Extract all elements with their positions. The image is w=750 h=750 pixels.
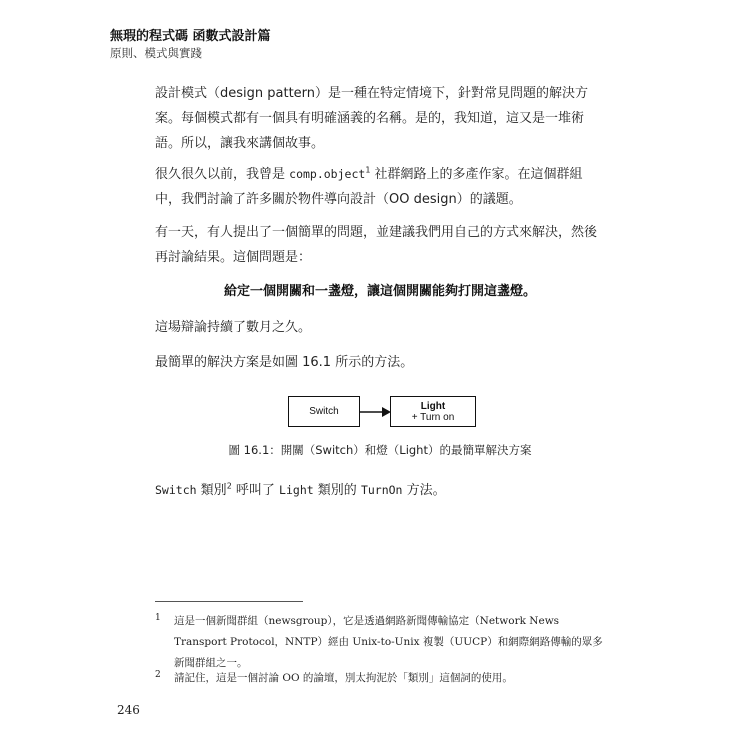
footnote-divider [155,601,303,602]
footnote-ref: 1 [365,165,371,175]
page-number: 246 [117,703,140,717]
light-class-label: Light [420,400,446,412]
paragraph-simplest: 最簡單的解決方案是如圖 16.1 所示的方法。 [155,355,414,370]
footnote-text: 這是一個新聞群組（newsgroup），它是透過網路新聞傳輸協定（Network News Transport Protocol，NNTP）經由 Unix-to-Unix 複製（UUCP）和網際網路傳輸的眾多新聞群組之一。 [174,615,603,669]
code-inline: Light [279,483,314,497]
paragraph-text: 呼叫了 [231,483,280,498]
paragraph-design-pattern: 設計模式（design pattern）是一種在特定情境下，針對常見問題的解決方案。每個模式都有一個具有明確涵義的名稱。是的，我知道，這又是一堆術語。所以，讓我來講個故事。 [155,86,589,151]
paragraph-problem: 有一天，有人提出了一個簡單的問題，並建議我們用自己的方式來解決，然後再討論結果。這個問題是： [155,225,598,265]
running-header [110,28,271,61]
paragraph-debate: 這場辯論持續了數月之久。 [155,320,312,335]
paragraph-text: 很久很久以前，我曾是 [155,167,290,182]
footnote-number: 2 [155,670,161,680]
footnote-number: 1 [155,613,161,623]
switch-class-box [288,396,360,427]
problem-statement: 給定一個開關和一盞燈，讓這個開關能夠打開這盞燈。 [223,284,536,299]
paragraph-text: 類別 [196,483,227,498]
book-subtitle: 原則、模式與實踐 [110,46,202,60]
figure-caption: 圖 16.1：開關（Switch）和燈（Light）的最簡單解決方案 [228,443,532,457]
paragraph-switch-calls-light [155,478,605,503]
light-class-box [390,396,476,427]
book-title: 無瑕的程式碼 函數式設計篇 [110,29,271,44]
footnote-ref: 2 [226,481,232,491]
paragraph-text: 類別的 [313,483,361,498]
arrow-icon [360,404,392,420]
light-method-label: + Turn on [411,411,455,423]
paragraph-comp-object [155,162,605,212]
code-inline: Switch [155,483,197,497]
code-inline: TurnOn [360,483,403,497]
footnote-text: 請記住，這是一個討論 OO 的論壇，別太拘泥於「類別」這個詞的使用。 [174,672,513,684]
footnote-1 [155,611,605,674]
paragraph-text: 方法。 [402,483,446,498]
paragraph-text: 社群網路上的多產作家。在這個群組中，我們討論了許多關於物件導向設計（OO design）的議題。 [155,167,583,207]
code-inline: comp.object [289,167,366,181]
footnote-2 [155,668,605,689]
switch-class-label: Switch [309,406,339,417]
